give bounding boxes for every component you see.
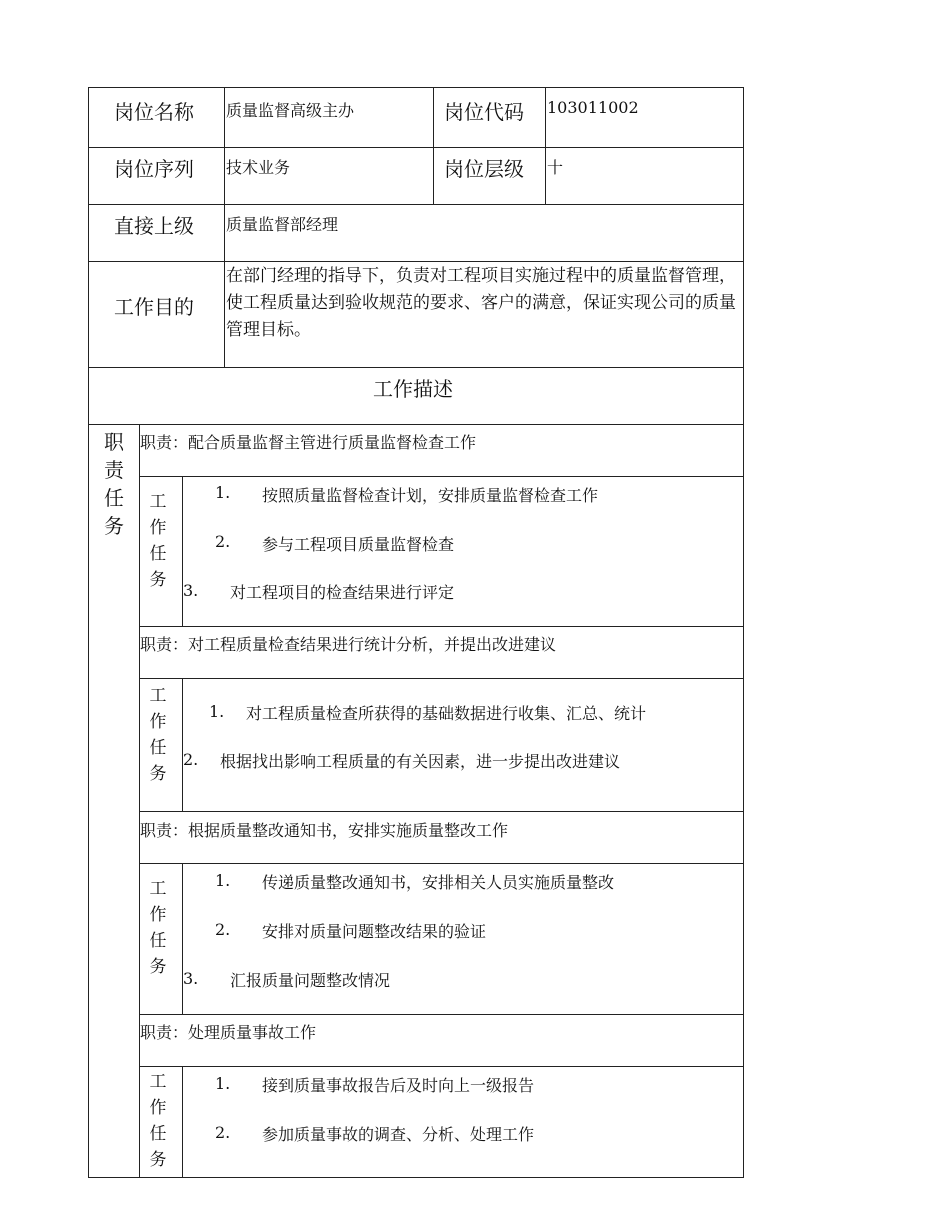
task-number: 2. — [183, 750, 199, 769]
post-sequence-label: 岗位序列 — [114, 157, 194, 181]
duty-title: 职责：根据质量整改通知书，安排实施质量整改工作 — [140, 821, 509, 840]
row-divider — [139, 626, 744, 627]
row-divider — [88, 261, 744, 262]
post-name-value: 质量监督高级主办 — [226, 101, 355, 120]
task-text: 接到质量事故报告后及时向上一级报告 — [262, 1076, 535, 1095]
purpose-value: 在部门经理的指导下，负责对工程项目实施过程中的质量监督管理，使工程质量达到验收规范的要求、客户的满意，保证实现公司的质量管理目标。 — [226, 266, 736, 340]
task-text: 汇报质量问题整改情况 — [230, 971, 391, 990]
row-divider — [88, 204, 744, 205]
row-divider — [88, 147, 744, 148]
column-divider — [182, 1066, 183, 1178]
duty-title: 职责：对工程质量检查结果进行统计分析，并提出改进建议 — [140, 635, 557, 654]
task-text: 参加质量事故的调查、分析、处理工作 — [262, 1125, 535, 1144]
column-divider — [433, 87, 434, 204]
post-code-value: 103011002 — [547, 98, 639, 117]
row-divider — [88, 424, 744, 425]
duty-title: 职责：配合质量监督主管进行质量监督检查工作 — [140, 433, 477, 452]
row-divider — [139, 863, 744, 864]
task-side-label: 工 作 任 务 — [149, 1072, 167, 1170]
row-divider — [139, 678, 744, 679]
task-number: 2. — [215, 920, 231, 939]
task-number: 1. — [209, 702, 225, 721]
row-divider — [139, 476, 744, 477]
task-text: 参与工程项目质量监督检查 — [262, 535, 455, 554]
column-divider — [545, 87, 546, 204]
duty-title: 职责：处理质量事故工作 — [140, 1023, 317, 1042]
purpose-label: 工作目的 — [114, 295, 194, 319]
task-number: 3. — [183, 581, 199, 600]
row-divider — [139, 1014, 744, 1015]
post-sequence-value: 技术业务 — [226, 158, 291, 177]
row-divider — [139, 1066, 744, 1067]
post-name-label: 岗位名称 — [114, 100, 194, 124]
post-level-value: 十 — [547, 158, 564, 177]
supervisor-value: 质量监督部经理 — [226, 215, 339, 234]
task-text: 对工程质量检查所获得的基础数据进行收集、汇总、统计 — [246, 704, 647, 723]
task-number: 1. — [215, 871, 231, 890]
task-side-label: 工 作 任 务 — [149, 686, 167, 784]
task-text: 传递质量整改通知书，安排相关人员实施质量整改 — [262, 873, 615, 892]
column-divider — [182, 863, 183, 1014]
column-divider — [182, 678, 183, 811]
task-number: 2. — [215, 1123, 231, 1142]
task-text: 安排对质量问题整改结果的验证 — [262, 922, 487, 941]
task-number: 2. — [215, 532, 231, 551]
post-level-label: 岗位层级 — [444, 157, 524, 181]
task-text: 根据找出影响工程质量的有关因素，进一步提出改进建议 — [220, 752, 621, 771]
description-title: 工作描述 — [373, 377, 453, 401]
task-text: 对工程项目的检查结果进行评定 — [230, 583, 455, 602]
task-number: 1. — [215, 1074, 231, 1093]
duty-tasks-side-label: 职 责 任 务 — [104, 430, 124, 538]
task-text: 按照质量监督检查计划，安排质量监督检查工作 — [262, 486, 599, 505]
post-code-label: 岗位代码 — [444, 100, 524, 124]
row-divider — [88, 367, 744, 368]
column-divider — [139, 424, 140, 1178]
row-divider — [139, 811, 744, 812]
column-divider — [224, 87, 225, 367]
task-side-label: 工 作 任 务 — [149, 492, 167, 590]
task-number: 3. — [183, 969, 199, 988]
task-side-label: 工 作 任 务 — [149, 879, 167, 977]
column-divider — [182, 476, 183, 626]
supervisor-label: 直接上级 — [114, 214, 194, 238]
task-number: 1. — [215, 483, 231, 502]
